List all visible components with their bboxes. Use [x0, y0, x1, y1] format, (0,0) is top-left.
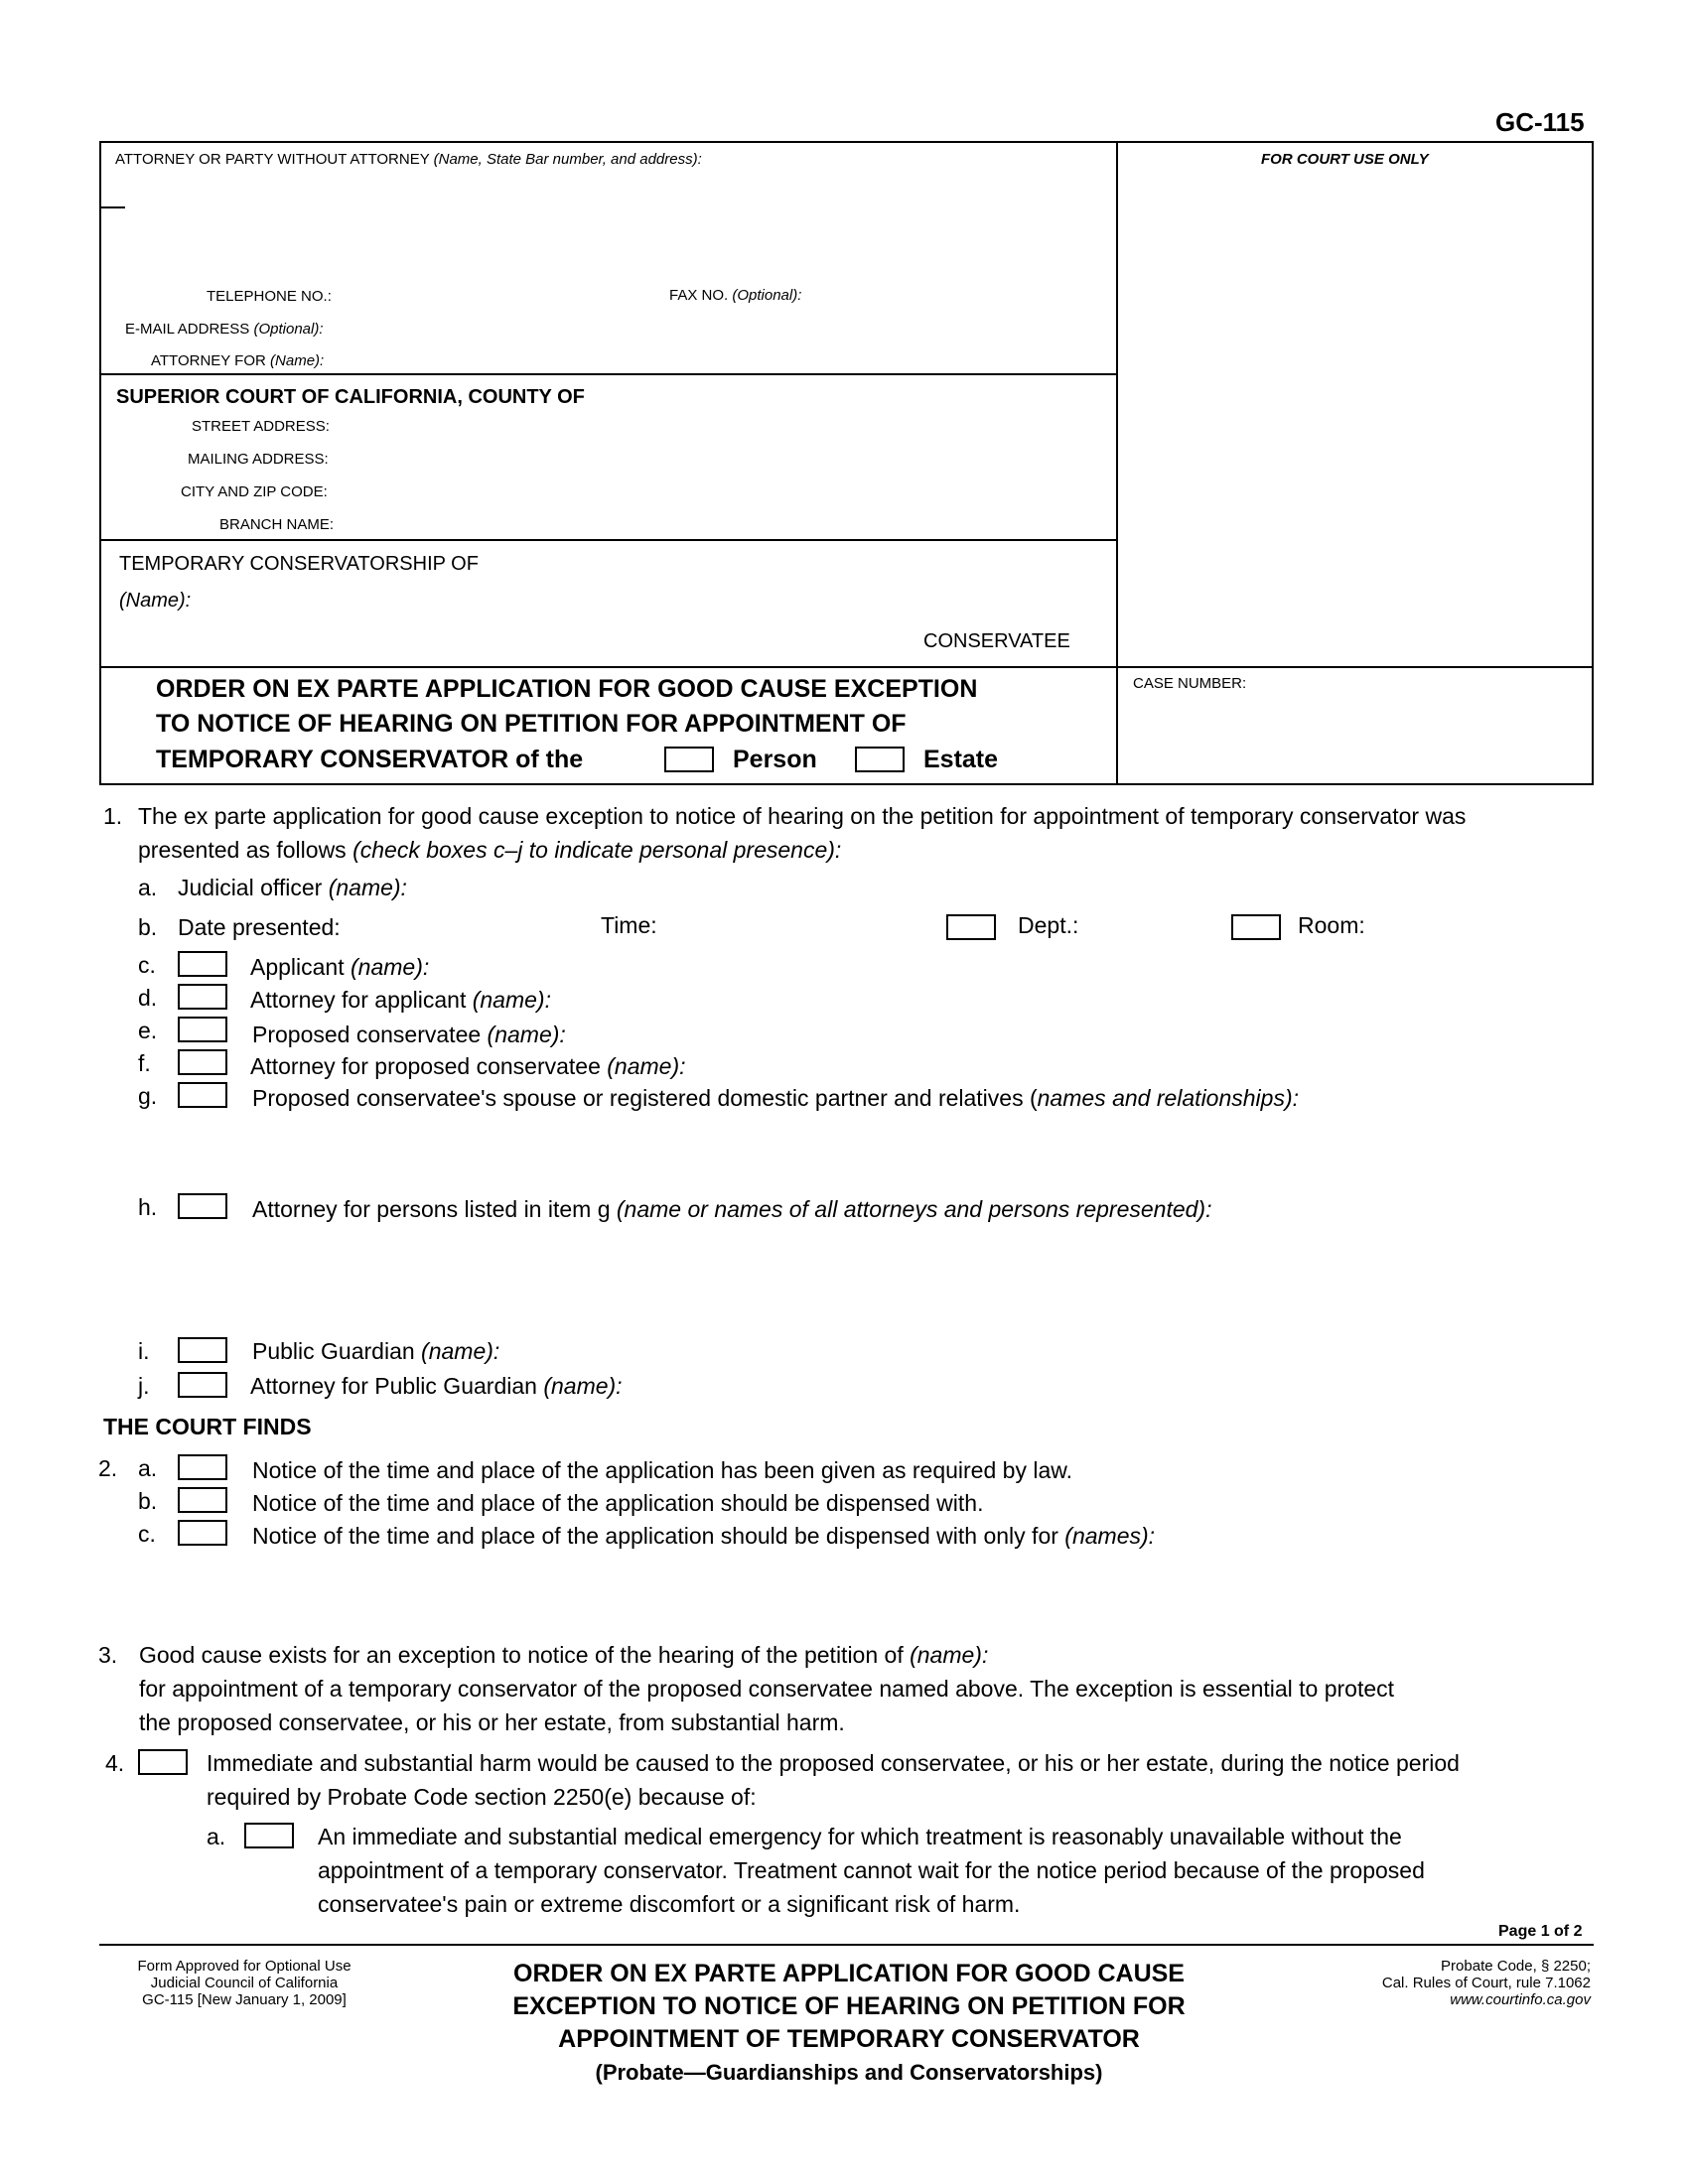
item2a-letter: a. [138, 1455, 158, 1481]
item1e-text: Proposed conservatee (name): [252, 1022, 566, 1047]
item4a-letter: a. [207, 1824, 226, 1849]
item3-number: 3. [98, 1642, 118, 1668]
time-label: Time: [601, 912, 657, 938]
item1c-text: Applicant (name): [250, 954, 430, 980]
telephone-label: TELEPHONE NO.: [207, 288, 332, 305]
item1b-letter: b. [138, 914, 158, 940]
item1-number: 1. [103, 803, 123, 829]
estate-checkbox[interactable] [855, 747, 905, 772]
temp-conservatorship-label: TEMPORARY CONSERVATORSHIP OF [119, 553, 479, 575]
item1j-text: Attorney for Public Guardian (name): [250, 1373, 623, 1399]
item1e-letter: e. [138, 1018, 158, 1043]
attorney-mark [99, 206, 125, 208]
item1d-letter: d. [138, 985, 158, 1011]
attorney-for-label: ATTORNEY FOR (Name): [151, 352, 325, 369]
form-number: GC-115 [1495, 107, 1585, 137]
person-label: Person [733, 746, 817, 773]
attorney-label: ATTORNEY OR PARTY WITHOUT ATTORNEY (Name, State Bar number, and address): [115, 151, 702, 168]
item4-checkbox[interactable] [138, 1749, 188, 1775]
title-line2: TO NOTICE OF HEARING ON PETITION FOR APPOINTMENT OF [156, 710, 907, 738]
item1a-text: Judicial officer (name): [178, 875, 407, 900]
page-number: Page 1 of 2 [1498, 1923, 1583, 1940]
item1c-letter: c. [138, 952, 156, 978]
item2b-letter: b. [138, 1488, 158, 1514]
court-name: SUPERIOR COURT OF CALIFORNIA, COUNTY OF [116, 386, 585, 408]
court-finds-heading: THE COURT FINDS [103, 1414, 312, 1439]
item1d-checkbox[interactable] [178, 984, 227, 1010]
item1g-letter: g. [138, 1083, 158, 1109]
footer-rule [99, 1944, 1594, 1946]
item1h-letter: h. [138, 1194, 158, 1220]
item1e-checkbox[interactable] [178, 1017, 227, 1042]
item4a-line3: conservatee's pain or extreme discomfort or a significant risk of harm. [318, 1891, 1021, 1917]
dept-checkbox[interactable] [946, 914, 996, 940]
item1i-letter: i. [138, 1338, 150, 1364]
item2c-checkbox[interactable] [178, 1520, 227, 1546]
footer-left: Form Approved for Optional Use Judicial Council of California GC-115 [New January 1, 2009] [137, 1958, 352, 2008]
item1c-checkbox[interactable] [178, 951, 227, 977]
item1f-text: Attorney for proposed conservatee (name): [250, 1053, 686, 1079]
room-checkbox[interactable] [1231, 914, 1281, 940]
mailing-label: MAILING ADDRESS: [188, 451, 329, 468]
item1d-text: Attorney for applicant (name): [250, 987, 551, 1013]
item4a-line1: An immediate and substantial medical emergency for which treatment is reasonably unavailable without the [318, 1824, 1402, 1849]
court-use-box [1116, 141, 1594, 668]
item2a-text: Notice of the time and place of the application has been given as required by law. [252, 1457, 1072, 1483]
conservatee-label: CONSERVATEE [923, 630, 1070, 652]
item1h-checkbox[interactable] [178, 1193, 227, 1219]
item2-number: 2. [98, 1455, 118, 1481]
title-line1: ORDER ON EX PARTE APPLICATION FOR GOOD CAUSE EXCEPTION [156, 675, 978, 703]
item4-number: 4. [105, 1750, 125, 1776]
estate-label: Estate [923, 746, 999, 773]
item1i-text: Public Guardian (name): [252, 1338, 500, 1364]
item1f-letter: f. [138, 1050, 151, 1076]
branch-label: BRANCH NAME: [219, 516, 335, 533]
dept-label: Dept.: [1018, 912, 1079, 938]
item1-line1: The ex parte application for good cause exception to notice of hearing on the petition for appointment of temporary conservator was [138, 803, 1467, 829]
street-label: STREET ADDRESS: [192, 418, 330, 435]
item2b-text: Notice of the time and place of the application should be dispensed with. [252, 1490, 984, 1516]
court-use-label: FOR COURT USE ONLY [1261, 151, 1429, 168]
item3-line3: the proposed conservatee, or his or her estate, from substantial harm. [139, 1709, 845, 1735]
item1h-text: Attorney for persons listed in item g (name or names of all attorneys and persons represented): [252, 1196, 1212, 1222]
item2c-letter: c. [138, 1521, 156, 1547]
item2b-checkbox[interactable] [178, 1487, 227, 1513]
email-label: E-MAIL ADDRESS (Optional): [125, 321, 324, 338]
room-label: Room: [1298, 912, 1365, 938]
item4a-line2: appointment of a temporary conservator. Treatment cannot wait for the notice period because of the proposed [318, 1857, 1425, 1883]
attorney-box [99, 141, 1118, 375]
item1-line2: presented as follows (check boxes c–j to indicate personal presence): [138, 837, 842, 863]
item4a-checkbox[interactable] [244, 1823, 294, 1848]
item1g-checkbox[interactable] [178, 1082, 227, 1108]
title-line3: TEMPORARY CONSERVATOR of the [156, 746, 584, 773]
item2a-checkbox[interactable] [178, 1454, 227, 1480]
footer-subtitle: (Probate—Guardianships and Conservatorships) [595, 2060, 1103, 2085]
person-checkbox[interactable] [664, 747, 714, 772]
item4-line1: Immediate and substantial harm would be caused to the proposed conservatee, or his or her estate, during the notice period [207, 1750, 1460, 1776]
item2c-text: Notice of the time and place of the application should be dispensed with only for (names): [252, 1523, 1156, 1549]
item1i-checkbox[interactable] [178, 1337, 227, 1363]
item4-line2: required by Probate Code section 2250(e) because of: [207, 1784, 757, 1810]
item3-line1: Good cause exists for an exception to notice of the hearing of the petition of (name): [139, 1642, 989, 1668]
fax-label: FAX NO. (Optional): [669, 287, 802, 304]
item1f-checkbox[interactable] [178, 1049, 227, 1075]
item1j-checkbox[interactable] [178, 1372, 227, 1398]
name-label: (Name): [119, 590, 192, 612]
item1a-letter: a. [138, 875, 158, 900]
case-number-label: CASE NUMBER: [1133, 675, 1247, 692]
item1j-letter: j. [138, 1373, 150, 1399]
footer-right: Probate Code, § 2250; Cal. Rules of Court, rule 7.1062 www.courtinfo.ca.gov [1381, 1958, 1591, 2008]
city-zip-label: CITY AND ZIP CODE: [181, 483, 328, 500]
item1b-text: Date presented: [178, 914, 341, 940]
item3-line2: for appointment of a temporary conservator of the proposed conservatee named above. The exception is essential to protect [139, 1676, 1395, 1702]
footer-title: ORDER ON EX PARTE APPLICATION FOR GOOD CAUSE EXCEPTION TO NOTICE OF HEARING ON PETITION FOR APPOINTMENT OF TEMPORARY CONSERVATOR (Probate—Guardianships and Conservatorships) [437, 1958, 1261, 2089]
item1g-text: Proposed conservatee's spouse or registered domestic partner and relatives (names and relationships): [252, 1085, 1300, 1111]
